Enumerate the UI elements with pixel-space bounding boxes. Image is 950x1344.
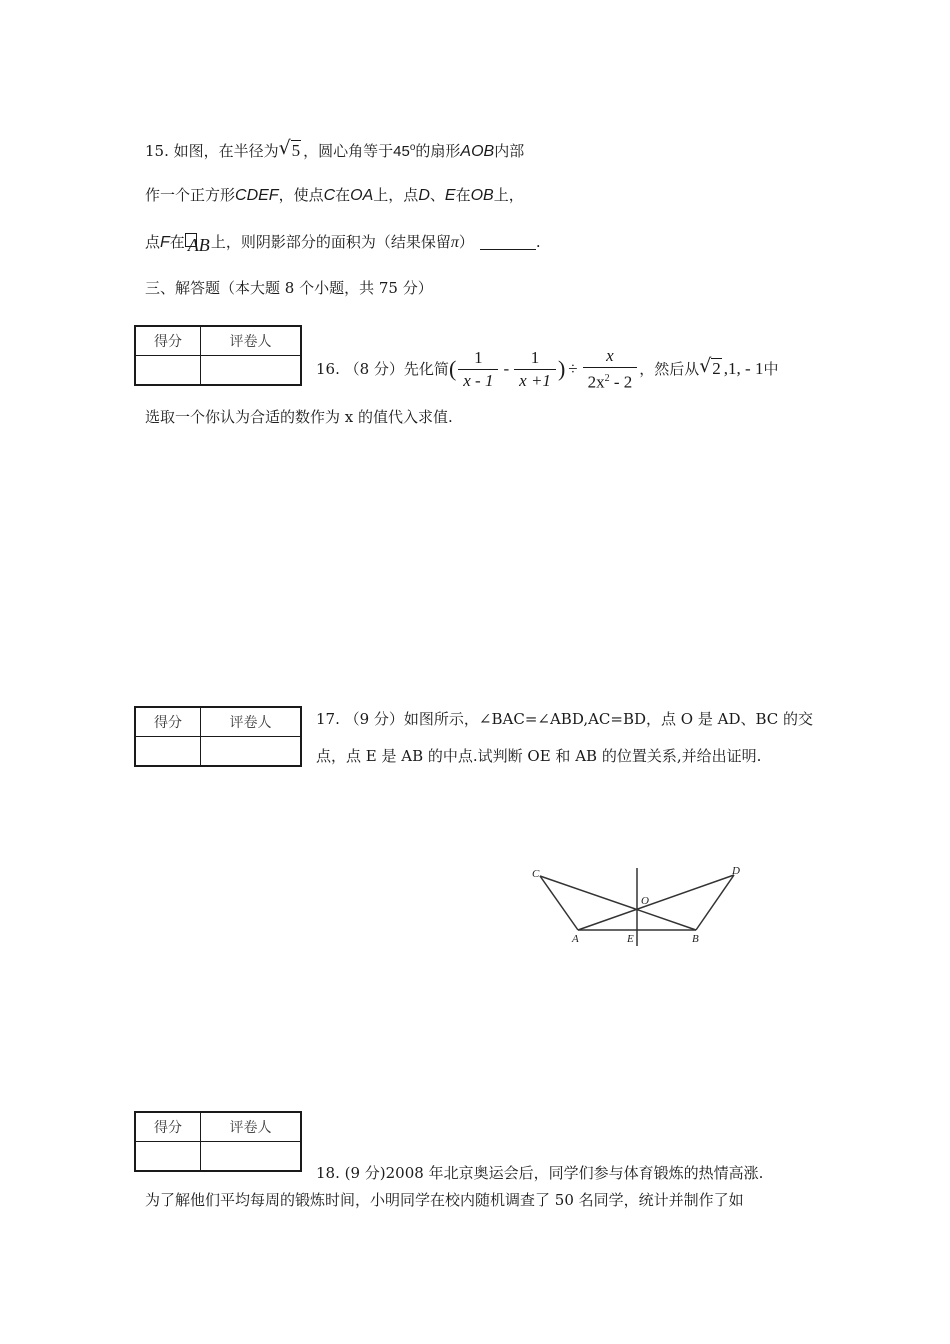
q16-line-2: 选取一个你认为合适的数作为 x 的值代入求值.: [145, 408, 453, 426]
segment-cb: [540, 876, 696, 930]
q17-figure: [528, 862, 758, 952]
q18-line-1: 18. (9 分)2008 年北京奥运会后，同学们参与体育锻炼的热情高涨.: [316, 1164, 764, 1182]
radical-sign-icon: √: [278, 137, 291, 159]
q18-line-2: 为了解他们平均每周的锻炼时间，小明同学在校内随机调查了 50 名同学，统计并制作了如: [145, 1191, 744, 1209]
grader-header: 评卷人: [201, 1112, 302, 1142]
q15-line-2: 作一个正方形CDEF，使点C在OA上，点D、E在OB上，: [145, 186, 524, 204]
label-e: E: [627, 933, 634, 945]
label-d: D: [732, 865, 740, 877]
grader-header: 评卷人: [201, 707, 302, 737]
section-heading: 三、解答题（本大题 8 个小题，共 75 分）: [145, 279, 433, 297]
sqrt-2: √ 2: [699, 344, 722, 394]
fraction-2: $\frac{1}{x +1}$: [514, 349, 556, 390]
q17-line-2: 点，点 E 是 AB 的中点.试判断 OE 和 AB 的位置关系,并给出证明.: [316, 747, 762, 765]
label-b: B: [692, 933, 699, 945]
label-o: O: [641, 895, 649, 907]
q15-text: 15. 如图，在半径为: [145, 142, 279, 160]
radical-sign-icon: √: [699, 355, 712, 377]
segment-bd: [696, 875, 734, 930]
grader-cell[interactable]: [201, 1142, 302, 1172]
score-cell[interactable]: [135, 356, 201, 386]
segment-ad: [578, 875, 734, 930]
arc-symbol: AB: [185, 233, 211, 253]
q17-line-1: 17. （9 分）如图所示，∠BAC=∠ABD,AC=BD，点 O 是 AD、BC 的交: [316, 710, 814, 728]
score-cell[interactable]: [135, 737, 201, 767]
score-cell[interactable]: [135, 1142, 201, 1172]
score-table-16: [134, 325, 302, 386]
answer-blank[interactable]: [480, 233, 536, 250]
score-header: 得分: [135, 326, 201, 356]
q15-line-3: 点F在 AB 上，则阴影部分的面积为（结果保留π） .: [145, 233, 541, 255]
score-header: 得分: [135, 1112, 201, 1142]
label-c: C: [532, 868, 540, 880]
grader-cell[interactable]: [201, 356, 302, 386]
score-header: 得分: [135, 707, 201, 737]
grader-header: 评卷人: [201, 326, 302, 356]
score-table-18: [134, 1111, 302, 1172]
q16-line-1: 16. （8 分）先化简( $\frac{1}{x - 1}$ - $\frac{1}{x +1}$ ) ÷ $\frac{x}{2x^2 - 2}$ ，然后从 √ 2 ,1, - 1中: [316, 343, 778, 394]
score-table-17: [134, 706, 302, 767]
fraction-3: $\frac{x}{2x^2 - 2}$: [583, 347, 638, 392]
q15-line-1: 15. 如图，在半径为 √ 5 ，圆心角等于45$^o$的扇形AOB内部: [145, 137, 525, 160]
fraction-1: $\frac{1}{x - 1}$: [458, 349, 498, 390]
grader-cell[interactable]: [201, 737, 302, 767]
segment-ca: [540, 876, 578, 930]
sqrt-5: √ 5: [278, 137, 301, 160]
label-a: A: [572, 933, 579, 945]
